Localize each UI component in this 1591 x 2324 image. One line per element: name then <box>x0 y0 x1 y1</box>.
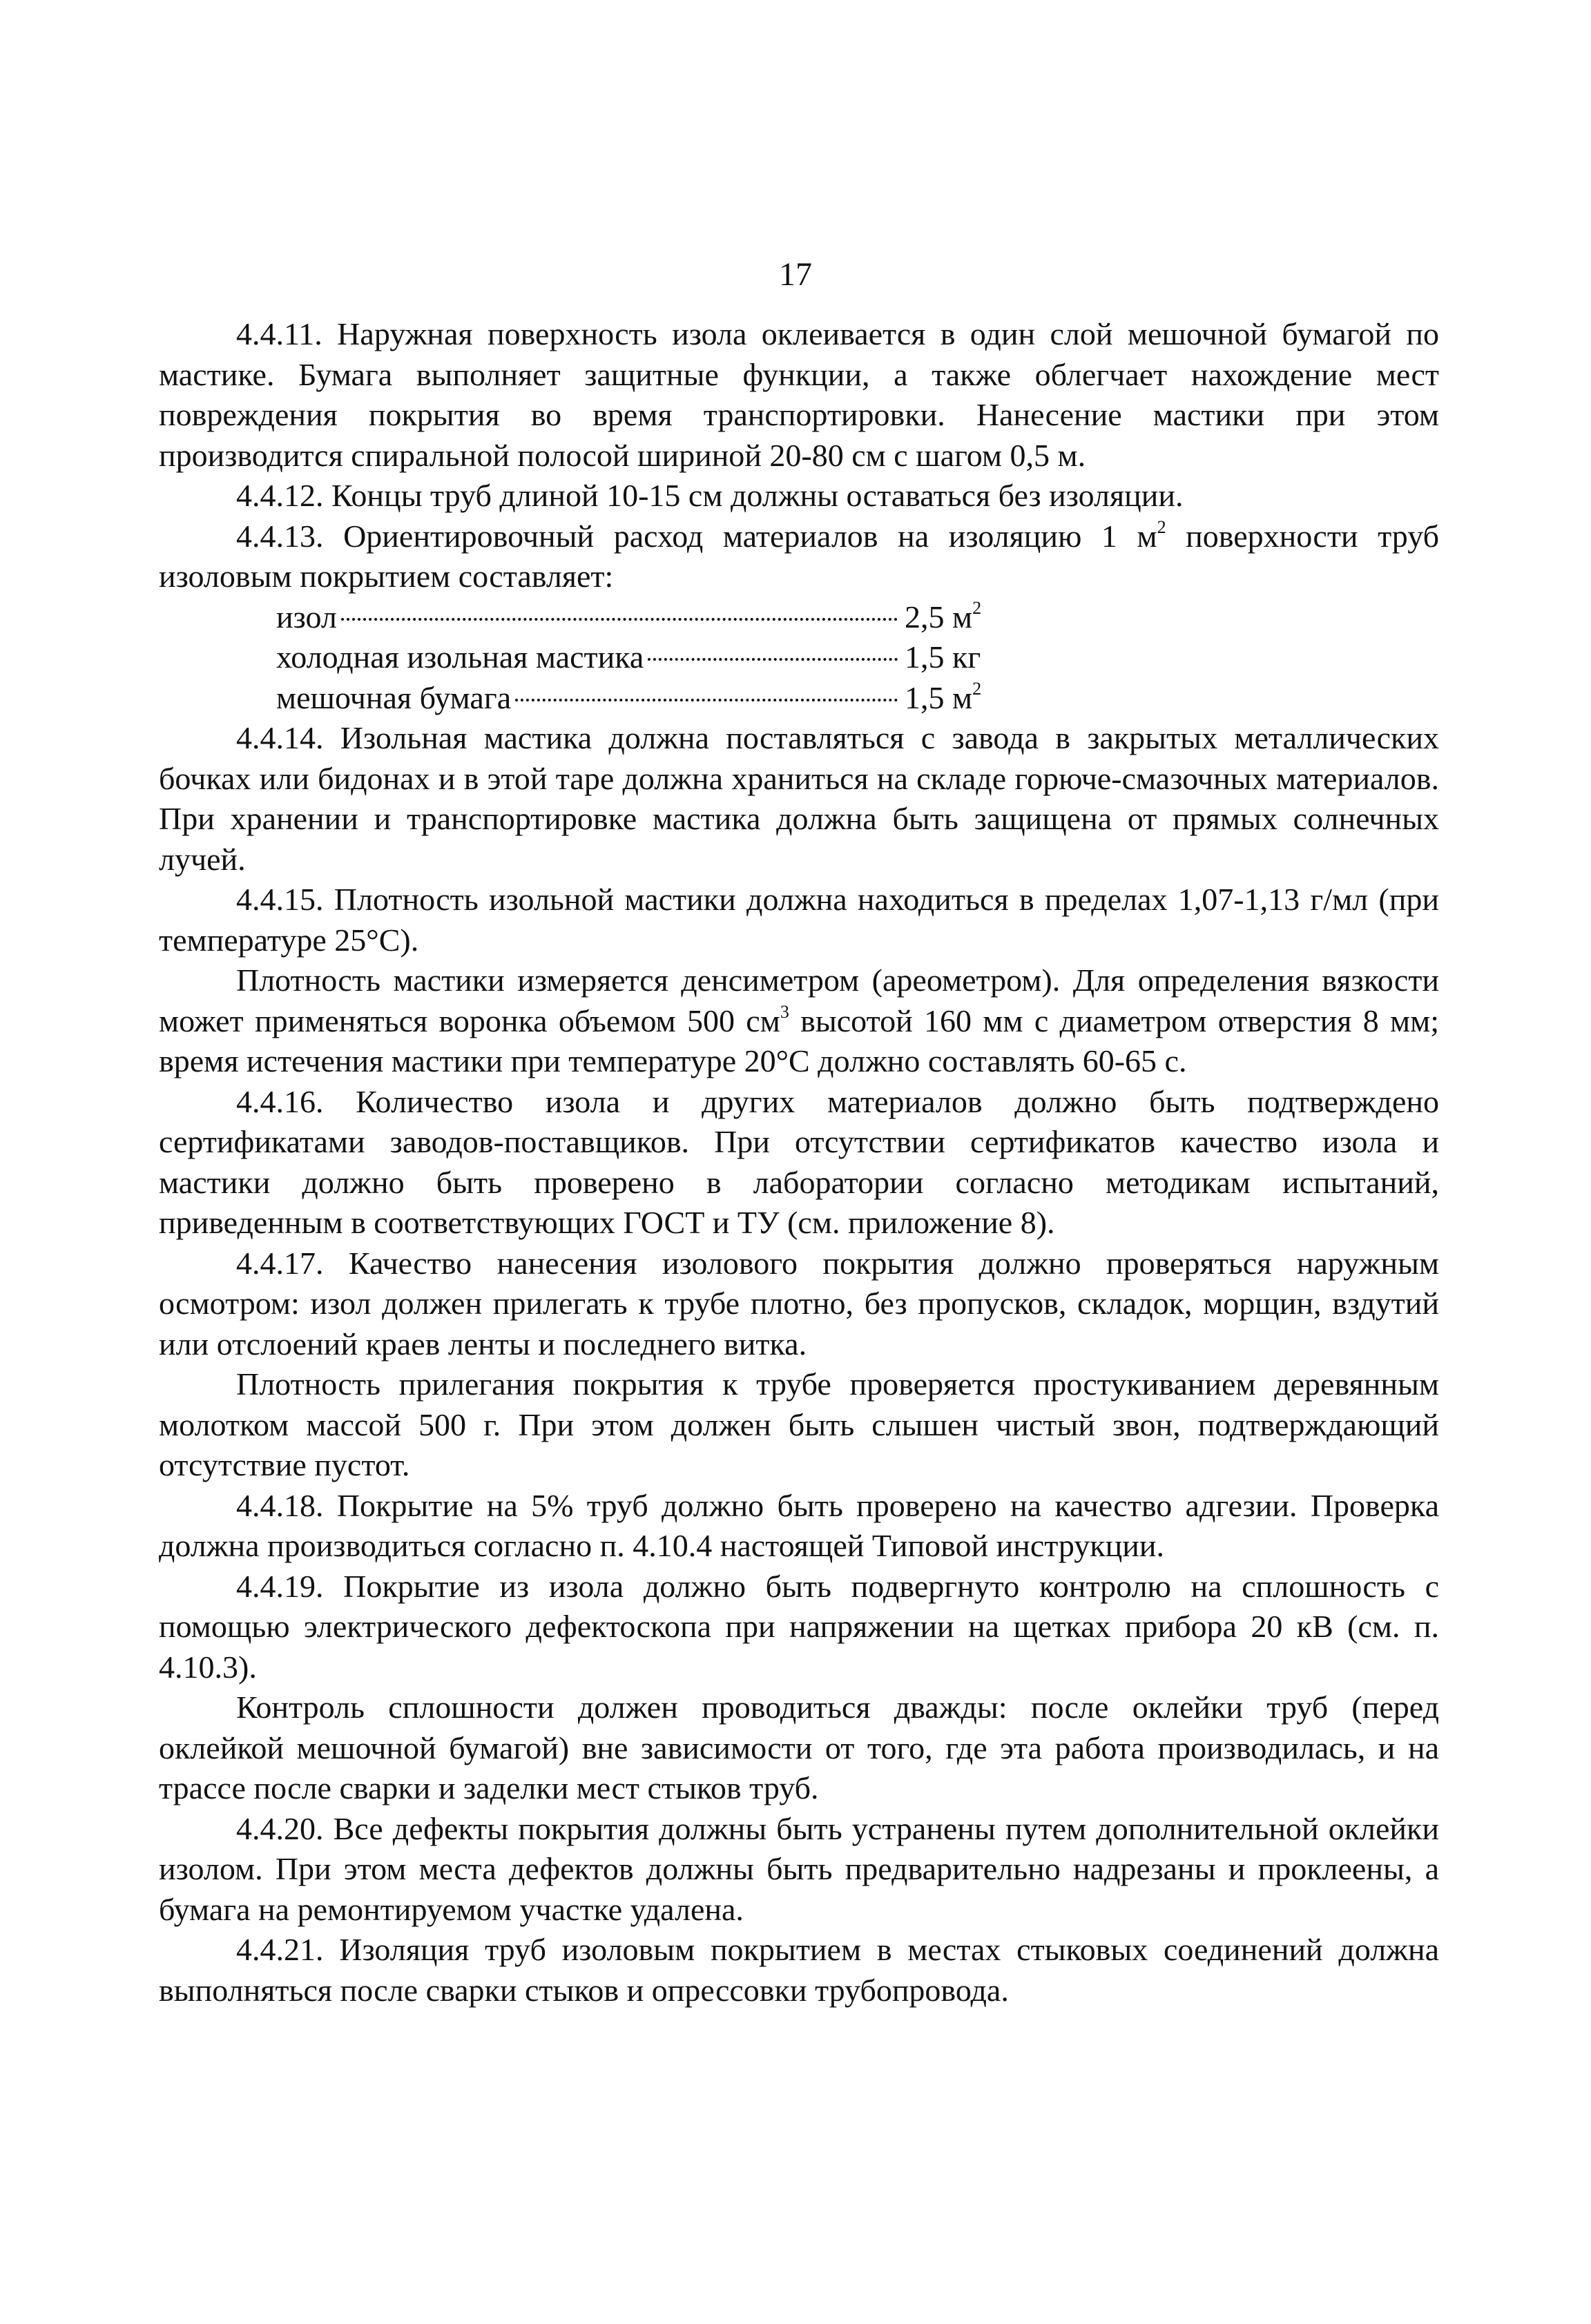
paragraph-4-4-21: 4.4.21. Изоляция труб изоловым покрытием в местах стыковых соединений должна выполняться после сварки стыков и опрессовки трубопровода. <box>159 1932 1439 2008</box>
material-name: изол <box>276 599 337 635</box>
material-value: 1,5 $м^2$ <box>905 678 982 715</box>
materials-list <box>159 597 1439 719</box>
paragraph-4-4-17: 4.4.17. Качество нанесения изолового покрытия должно проверяться наружным осмотром: изол должен прилегать к трубе плотно, без пропусков, складок, морщин, вздутий или отслоений краев ленты и последнего витка. <box>159 1245 1439 1362</box>
dot-leader <box>515 699 898 701</box>
paragraph-4-4-11: 4.4.11. Наружная поверхность изола оклеивается в один слой мешочной бумагой по мастике. Бумага выполняет защитные функции, а также облегчает нахождение мест повреждения покрытия во время транспортировки. Нанесение мастики при этом производится спиральной полосой шириной 20-80 см с шагом 0,5 м. <box>159 316 1439 473</box>
paragraph-4-4-15: 4.4.15. Плотность изольной мастики должна находиться в пределах 1,07-1,13 г/мл (при температуре 25°С). <box>159 882 1439 958</box>
paragraph-density-text-start: Плотность мастики измеряется денсиметром (ареометром). Для определения вязкости может применяться воронка объемом 500 см <box>159 962 1439 1038</box>
list-item <box>276 597 1001 638</box>
document-body <box>159 314 1439 2011</box>
list-item <box>276 678 1001 719</box>
superscript-cube: 3 <box>780 1001 789 1022</box>
paragraph-density-measurement <box>159 960 1439 1082</box>
paragraph-continuity-control: Контроль сплошности должен проводиться дважды: после оклейки труб (перед оклейкой мешочной бумагой) вне зависимости от того, где эта работа производилась, и на трассе после сварки и заделки мест стыков труб. <box>159 1689 1439 1805</box>
paragraph-4-4-12: 4.4.12. Концы труб длиной 10-15 см должны оставаться без изоляции. <box>236 478 1184 513</box>
paragraph-4-4-13 <box>159 516 1439 597</box>
material-name: холодная изольная мастика <box>276 639 644 675</box>
material-name: мешочная бумага <box>276 679 512 715</box>
page-number: 17 <box>779 256 812 293</box>
superscript-square: 2 <box>1157 516 1166 537</box>
paragraph-4-4-16: 4.4.16. Количество изола и других материалов должно быть подтверждено сертификатами заводов-поставщиков. При отсутствии сертификатов качество изола и мастики должно быть проверено в лаборатории согласно методикам испытаний, приведенным в соответствующих ГОСТ и ТУ (см. приложение 8). <box>159 1083 1439 1240</box>
paragraph-4-4-13-text-end: поверхности труб изоловым покрытием составляет: <box>159 518 1439 594</box>
paragraph-4-4-19: 4.4.19. Покрытие из изола должно быть подвергнуто контролю на сплошность с помощью электрического дефектоскопа при напряжении на щетках прибора 20 кВ (см. п. 4.10.3). <box>159 1568 1439 1685</box>
paragraph-4-4-20: 4.4.20. Все дефекты покрытия должны быть устранены путем дополнительной оклейки изолом. При этом места дефектов должны быть предварительно надрезаны и проклеены, а бумага на ремонтируемом участке удалена. <box>159 1810 1439 1927</box>
paragraph-4-4-14: 4.4.14. Изольная мастика должна поставляться с завода в закрытых металлических бочках или бидонах и в этой таре должна храниться на складе горюче-смазочных материалов. При хранении и транспортировке мастика должна быть защищена от прямых солнечных лучей. <box>159 720 1439 877</box>
material-value: 1,5 кг <box>905 639 981 675</box>
paragraph-density-text-end: высотой 160 мм с диаметром отверстия 8 мм; время истечения мастики при температуре 20°С должно составлять 60-65 с. <box>159 1003 1439 1078</box>
list-item <box>276 637 1001 678</box>
dot-leader <box>648 658 898 661</box>
material-value: 2,5 $м^2$ <box>905 597 982 635</box>
paragraph-4-4-13-text-start: 4.4.13. Ориентировочный расход материалов на изоляцию 1 м <box>236 518 1157 554</box>
paragraph-tapping-check: Плотность прилегания покрытия к трубе проверяется простукиванием деревянным молотком массой 500 г. При этом должен быть слышен чистый звон, подтверждающий отсутствие пустот. <box>159 1366 1439 1482</box>
paragraph-4-4-18: 4.4.18. Покрытие на 5% труб должно быть проверено на качество адгезии. Проверка должна производиться согласно п. 4.10.4 настоящей Типовой инструкции. <box>159 1487 1439 1563</box>
dot-leader <box>341 618 898 621</box>
